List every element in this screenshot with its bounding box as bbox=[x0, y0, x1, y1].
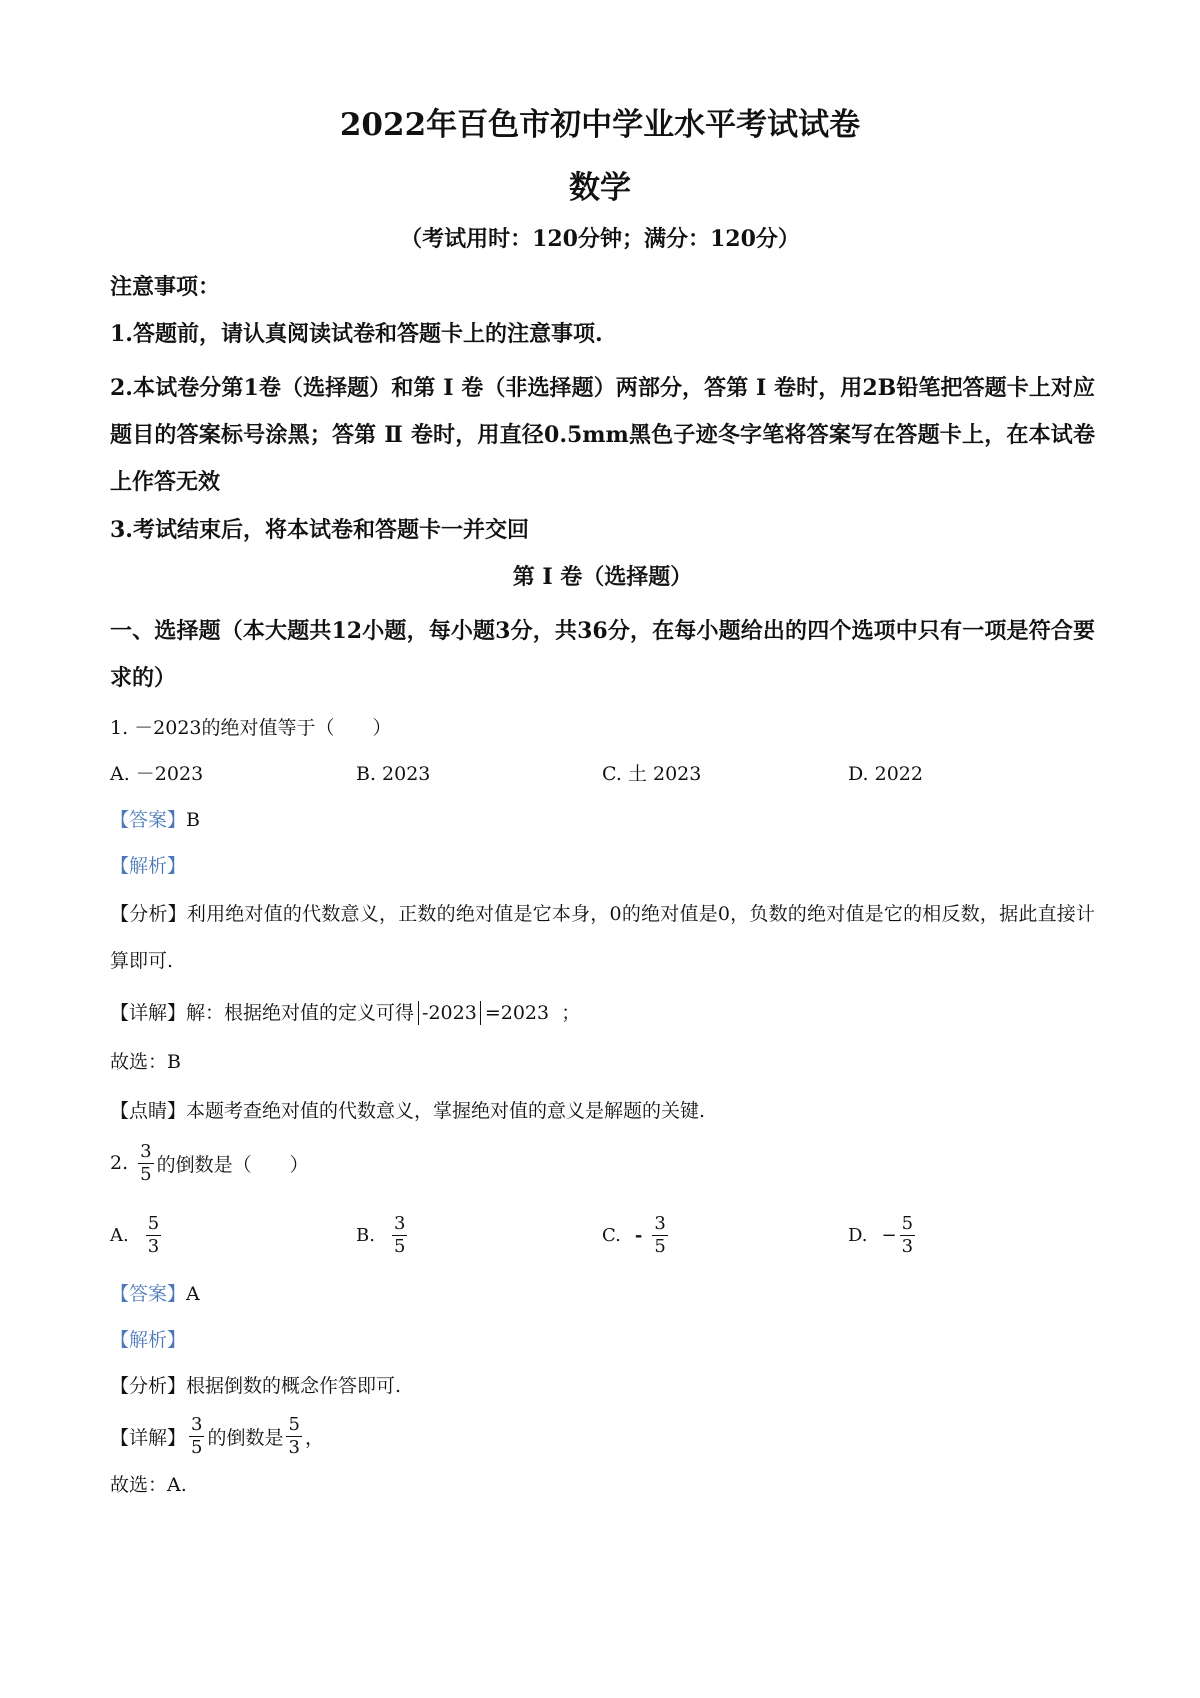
exam-title: 2022年百色市初中学业水平考试试卷 bbox=[339, 107, 861, 143]
answer-tag: 【答案】 bbox=[110, 1283, 187, 1305]
question-1-options bbox=[110, 760, 1095, 789]
option-sign: − bbox=[881, 1224, 897, 1246]
option-label: A. bbox=[110, 1224, 129, 1246]
denominator: 3 bbox=[901, 1235, 914, 1257]
option-label: B. bbox=[356, 1224, 375, 1246]
answer-tag: 【答案】 bbox=[110, 809, 187, 831]
analysis-prefix: 【分析】 bbox=[110, 903, 187, 925]
denominator: 5 bbox=[140, 1163, 152, 1185]
question-2-stem bbox=[110, 1136, 1095, 1190]
comment-prefix: 【点睛】 bbox=[110, 1100, 187, 1122]
option-b: B. 2023 bbox=[356, 763, 431, 785]
denominator: 5 bbox=[393, 1235, 406, 1257]
denominator: 5 bbox=[654, 1235, 666, 1257]
option-c: C. 土 2023 bbox=[602, 763, 702, 785]
detail-end: ； bbox=[561, 1002, 581, 1024]
question-1-comment bbox=[110, 1097, 1095, 1126]
option-d bbox=[848, 1213, 1094, 1258]
notice-heading: 注意事项： bbox=[110, 274, 221, 300]
option-b bbox=[356, 1213, 602, 1258]
notice-item-1: 1.答题前，请认真阅读试卷和答题卡上的注意事项. bbox=[110, 321, 603, 347]
detail-result: =2023 bbox=[484, 1002, 550, 1024]
analysis-tag: 【解析】 bbox=[110, 1329, 187, 1351]
analysis-tag: 【解析】 bbox=[110, 855, 187, 877]
denominator: 3 bbox=[288, 1436, 300, 1458]
numerator: 3 bbox=[393, 1212, 406, 1234]
fraction bbox=[189, 1414, 204, 1459]
section-title: 一、选择题（本大题共12小题，每小题3分，共36分，在每小题给出的四个选项中只有一项是符合要求的） bbox=[110, 618, 1095, 691]
numerator: 3 bbox=[654, 1212, 666, 1234]
option-sign: - bbox=[634, 1224, 643, 1246]
question-2-choice: 故选：A. bbox=[110, 1474, 187, 1496]
detail-text: 解：根据绝对值的定义可得 bbox=[186, 1002, 415, 1024]
question-1-detail bbox=[110, 999, 1095, 1028]
notice-item-3: 3.考试结束后，将本试卷和答题卡一并交回 bbox=[110, 517, 529, 543]
numerator: 5 bbox=[288, 1413, 300, 1435]
fraction bbox=[900, 1213, 915, 1258]
detail-prefix: 【详解】 bbox=[110, 1426, 187, 1449]
question-2-detail bbox=[110, 1409, 1095, 1463]
answer-value: B bbox=[186, 809, 200, 831]
question-2-stem-text: 的倒数是（ ） bbox=[156, 1153, 309, 1176]
denominator: 5 bbox=[191, 1436, 203, 1458]
comment-text: 本题考查绝对值的代数意义，掌握绝对值的意义是解题的关键. bbox=[186, 1100, 706, 1122]
option-label: D. bbox=[848, 1224, 868, 1246]
fraction bbox=[138, 1141, 153, 1186]
option-a bbox=[110, 1213, 356, 1258]
analysis-text: 利用绝对值的代数意义，正数的绝对值是它本身，0的绝对值是0，负数的绝对值是它的相反数，据此直接计算即可. bbox=[110, 903, 1095, 972]
question-1-analysis-tag bbox=[110, 852, 1095, 881]
question-1-stem: 1. －2023的绝对值等于（ ） bbox=[110, 717, 392, 739]
question-number: 2. bbox=[110, 1152, 129, 1174]
subject-title: 数学 bbox=[569, 170, 631, 206]
analysis-text: 根据倒数的概念作答即可. bbox=[186, 1375, 402, 1397]
notice-item-2: 2.本试卷分第1卷（选择题）和第 I 卷（非选择题）两部分，答第 I 卷时，用2B铅笔把答题卡上对应题目的答案标号涂黑；答第 Ⅱ 卷时，用直径0.5mm黑色子迹冬字笔将答案写在答题卡上，在本试卷上作答无效 bbox=[110, 375, 1095, 495]
option-label: C. bbox=[602, 1224, 621, 1246]
numerator: 3 bbox=[140, 1140, 152, 1162]
detail-mid: 的倒数是 bbox=[207, 1426, 284, 1449]
denominator: 3 bbox=[147, 1235, 160, 1257]
abs-expression: -2023 bbox=[418, 1001, 481, 1025]
option-c bbox=[602, 1213, 848, 1258]
option-a: A. －2023 bbox=[110, 763, 204, 785]
fraction bbox=[392, 1213, 407, 1258]
question-1-answer bbox=[110, 806, 1095, 835]
question-1-choice: 故选：B bbox=[110, 1051, 181, 1073]
question-1-analysis bbox=[110, 891, 1095, 985]
question-2-answer bbox=[110, 1280, 1095, 1309]
analysis-prefix: 【分析】 bbox=[110, 1375, 187, 1397]
question-2-options bbox=[110, 1208, 1095, 1262]
detail-prefix: 【详解】 bbox=[110, 1002, 187, 1024]
fraction bbox=[286, 1414, 301, 1459]
fraction bbox=[652, 1213, 667, 1258]
numerator: 5 bbox=[147, 1212, 160, 1234]
option-d: D. 2022 bbox=[848, 763, 923, 785]
question-2-analysis-tag bbox=[110, 1326, 1095, 1355]
fraction bbox=[146, 1213, 161, 1258]
question-2-analysis bbox=[110, 1372, 1095, 1401]
answer-value: A bbox=[186, 1283, 200, 1305]
detail-end: ， bbox=[304, 1426, 324, 1449]
part-title: 第 I 卷（选择题） bbox=[512, 564, 693, 590]
exam-info: （考试用时：120分钟；满分：120分） bbox=[400, 226, 800, 252]
content bbox=[110, 271, 1095, 1500]
numerator: 3 bbox=[191, 1413, 203, 1435]
numerator: 5 bbox=[901, 1212, 914, 1234]
